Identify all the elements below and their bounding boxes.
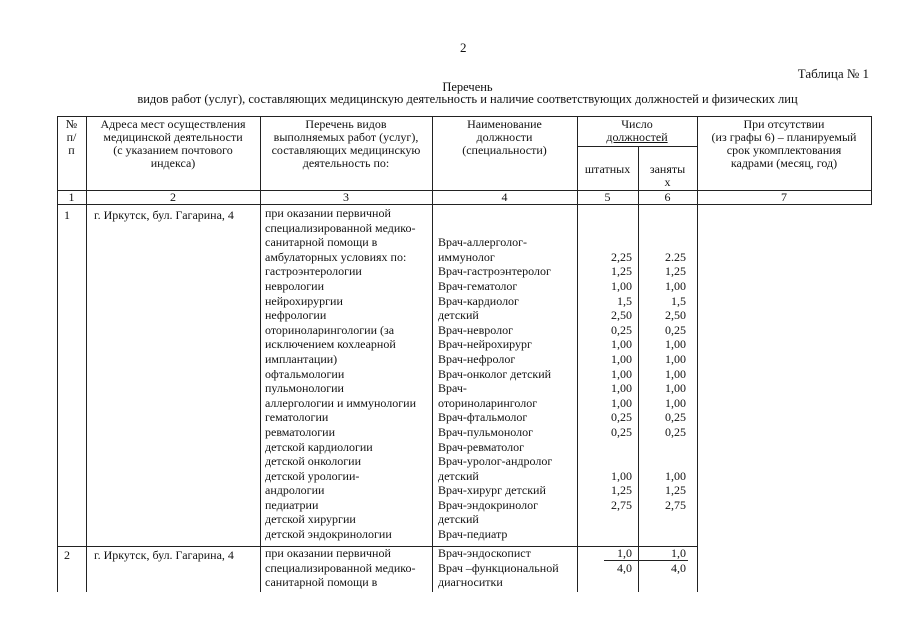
staff-value: 1,00 (611, 395, 632, 410)
header-col1-line: № (65, 117, 78, 131)
header-col7 (697, 118, 871, 170)
occupied-value: 1,00 (665, 351, 686, 366)
occupied-value (638, 206, 686, 221)
position-line: Врач-кардиолог (438, 293, 519, 308)
staff-value: 0,25 (611, 410, 632, 425)
header-col1 (57, 118, 86, 157)
header-col5: штатных (584, 162, 631, 176)
work-line: при оказании первичной (265, 546, 391, 560)
position-line: Врач-уролог-андролог (438, 454, 553, 469)
row1-staff-values (577, 206, 632, 542)
header-col2-line: (с указанием почтового (113, 143, 233, 157)
header-col2-line: Адреса мест осуществления (100, 117, 246, 131)
row1-address: г. Иркутск, бул. Гагарина, 4 (94, 208, 234, 222)
header-col6-line: х (664, 175, 671, 189)
staff-value: 1,00 (611, 351, 632, 366)
staff-value: 1,0 (617, 546, 632, 560)
occupied-value (638, 440, 686, 455)
column-number: 3 (343, 190, 349, 204)
position-line: детский (438, 308, 479, 323)
header-col4 (432, 118, 577, 157)
header-col1-line: п/ (66, 130, 77, 144)
work-line: имплантации) (265, 351, 338, 366)
row2-number: 2 (64, 548, 70, 562)
header-col7-line: кадрами (месяц, год) (730, 156, 838, 170)
column-number: 1 (68, 190, 75, 204)
work-line: гематологии (265, 410, 329, 425)
row2-address: г. Иркутск, бул. Гагарина, 4 (94, 548, 234, 562)
header-col2 (86, 118, 260, 170)
table-label: Таблица № 1 (797, 66, 869, 81)
staff-value (577, 235, 632, 250)
position-line: Врач-гастроэнтеролог (438, 264, 551, 279)
column-number: 7 (781, 190, 787, 204)
header-col3-line: составляющих медицинскую (271, 143, 421, 157)
work-line: андрологии (265, 483, 325, 498)
occupied-value: 2,50 (665, 308, 686, 323)
header-col4-line: (специальности) (462, 143, 547, 157)
occupied-value (638, 512, 686, 527)
position-line: Врач-педиатр (438, 527, 508, 542)
position-line: Врач-пульмонолог (438, 424, 534, 439)
row1-occupied-values (638, 206, 686, 542)
position-line: Врач-аллерголог- (438, 235, 527, 250)
position-line: Врач-невролог (438, 322, 514, 337)
header-col7-line: (из графы 6) – планируемый (711, 130, 857, 144)
work-line: исключением кохлеарной (265, 337, 396, 352)
header-col4-line: должности (476, 130, 533, 144)
work-line: детской эндокринологии (265, 527, 392, 542)
occupied-value (638, 454, 686, 469)
occupied-value: 1,5 (671, 293, 686, 308)
work-line: специализированной медико- (265, 220, 416, 235)
occupied-value: 1,00 (665, 337, 686, 352)
col-border-3 (432, 116, 433, 592)
staff-value (577, 206, 632, 221)
work-line: гастроэнтерологии (265, 264, 362, 279)
col-border-left (57, 116, 58, 592)
work-line: пульмонологии (265, 381, 344, 396)
staff-value: 4,0 (617, 560, 632, 575)
position-line: Врач-фтальмолог (438, 410, 528, 425)
header-col6-line: заняты (649, 162, 686, 176)
staff-value (577, 512, 632, 527)
staff-value: 0,25 (611, 424, 632, 439)
occupied-value: 1,00 (665, 278, 686, 293)
occupied-value: 1,00 (665, 366, 686, 381)
position-line: детский (438, 468, 479, 483)
header-col7-line: срок укомплектования (726, 143, 842, 157)
work-line: нефрологии (265, 308, 327, 323)
work-line: санитарной помощи в (265, 575, 378, 590)
position-line: Врач-хирург детский (438, 483, 546, 498)
staff-value: 1,00 (611, 381, 632, 396)
position-line: диагноситки (438, 575, 503, 590)
header-col56-group (577, 118, 697, 144)
header-col1-line: п (68, 143, 75, 157)
row2-staff-values (577, 546, 632, 590)
column-number: 4 (501, 190, 508, 204)
staff-value: 1,25 (611, 264, 632, 279)
row1-number: 1 (64, 208, 70, 222)
position-line (438, 206, 552, 221)
position-line: Врач-гематолог (438, 278, 518, 293)
staff-value: 1,25 (611, 483, 632, 498)
document-subtitle: видов работ (услуг), составляющих медицинскую деятельность и наличие соответствующих должностей и физических лиц (137, 92, 798, 106)
staff-value (577, 527, 632, 542)
work-line: детской хирургии (265, 512, 356, 527)
occupied-value: 1,25 (665, 483, 686, 498)
work-line: неврологии (265, 278, 325, 293)
occupied-value: 0,25 (665, 322, 686, 337)
staff-value: 0,25 (611, 322, 632, 337)
staff-value: 1,00 (611, 366, 632, 381)
position-line: оториноларинголог (438, 395, 538, 410)
occupied-value: 1,00 (665, 395, 686, 410)
position-line: Врач-онколог детский (438, 366, 552, 381)
row2-works-list (265, 546, 416, 590)
work-line: педиатрии (265, 497, 319, 512)
col-border-1 (86, 116, 87, 592)
staff-value: 1,00 (611, 278, 632, 293)
occupied-value: 1,25 (665, 264, 686, 279)
row1-positions-list (438, 206, 552, 542)
position-line: Врач-нейрохирург (438, 337, 532, 352)
column-number-row-border (57, 204, 872, 205)
occupied-value: 1,00 (665, 381, 686, 396)
position-line: Врач-эндокринолог (438, 497, 538, 512)
staff-value (577, 575, 632, 590)
occupied-value: 0,25 (665, 410, 686, 425)
work-line: санитарной помощи в (265, 235, 378, 250)
page-number: 2 (460, 40, 467, 55)
header-col3-line: выполняемых работ (услуг), (273, 130, 419, 144)
header-col2-line: индекса) (150, 156, 196, 170)
work-line: детской кардиологии (265, 439, 373, 454)
header-col6 (638, 163, 697, 189)
col-border-6 (697, 116, 698, 592)
staff-value: 2,50 (611, 308, 632, 323)
occupied-value: 0,25 (665, 424, 686, 439)
position-line: Врач-ревматолог (438, 439, 525, 454)
work-line: офтальмологии (265, 366, 345, 381)
occupied-value: 4,0 (671, 560, 686, 575)
occupied-value (638, 221, 686, 236)
work-line: детской онкологии (265, 454, 362, 469)
occupied-value (638, 235, 686, 250)
occupied-value: 2,75 (665, 497, 686, 512)
occupied-value (638, 527, 686, 542)
header-col4-line: Наименование (467, 117, 542, 131)
header-col3 (260, 118, 432, 170)
work-line: аллергологии и иммунологии (265, 395, 417, 410)
header-group-line: должностей (606, 130, 668, 144)
row2-positions-list (438, 546, 559, 590)
position-line (438, 221, 552, 236)
header-col3-line: Перечень видов (305, 117, 387, 131)
row2-values-underline (604, 560, 688, 561)
staff-value (577, 454, 632, 469)
occupied-value: 2.25 (665, 249, 686, 264)
header-col2-line: медицинской деятельности (103, 130, 243, 144)
column-number: 2 (170, 190, 176, 204)
occupied-value: 1,0 (671, 546, 686, 560)
column-number: 6 (664, 190, 671, 204)
work-line: ревматологии (265, 424, 335, 439)
col-border-2 (260, 116, 261, 592)
staff-value (577, 440, 632, 455)
column-number: 5 (604, 190, 611, 204)
occupied-value: 1,00 (665, 468, 686, 483)
position-line: иммунолог (438, 249, 495, 264)
staff-value: 2,75 (611, 497, 632, 512)
work-line: оториноларингологии (за (265, 322, 395, 337)
header-col7-line: При отсутствии (743, 117, 825, 131)
group-header-divider (577, 146, 697, 147)
header-col3-line: деятельность по: (302, 156, 390, 170)
staff-value: 2,25 (611, 249, 632, 264)
position-line: Врач- (438, 381, 467, 396)
position-line: детский (438, 512, 479, 527)
staff-value (577, 221, 632, 236)
staff-value: 1,5 (617, 293, 632, 308)
work-line: нейрохирургии (265, 293, 343, 308)
staff-value: 1,00 (611, 468, 632, 483)
position-line: Врач-нефролог (438, 351, 516, 366)
document-title: Перечень (442, 80, 493, 94)
work-line: специализированной медико- (265, 560, 416, 575)
occupied-value (638, 575, 686, 590)
row1-works-list (265, 206, 416, 542)
header-group-line: Число (621, 117, 653, 131)
work-line: амбулаторных условиях по: (265, 249, 407, 264)
position-line: Врач-эндоскопист (438, 546, 531, 560)
col-border-right (871, 116, 872, 204)
row2-occupied-values (638, 546, 686, 590)
work-line: при оказании первичной (265, 206, 391, 220)
staff-value: 1,00 (611, 337, 632, 352)
work-line: детской урологии- (265, 468, 360, 483)
position-line: Врач –функциональной (438, 560, 559, 575)
